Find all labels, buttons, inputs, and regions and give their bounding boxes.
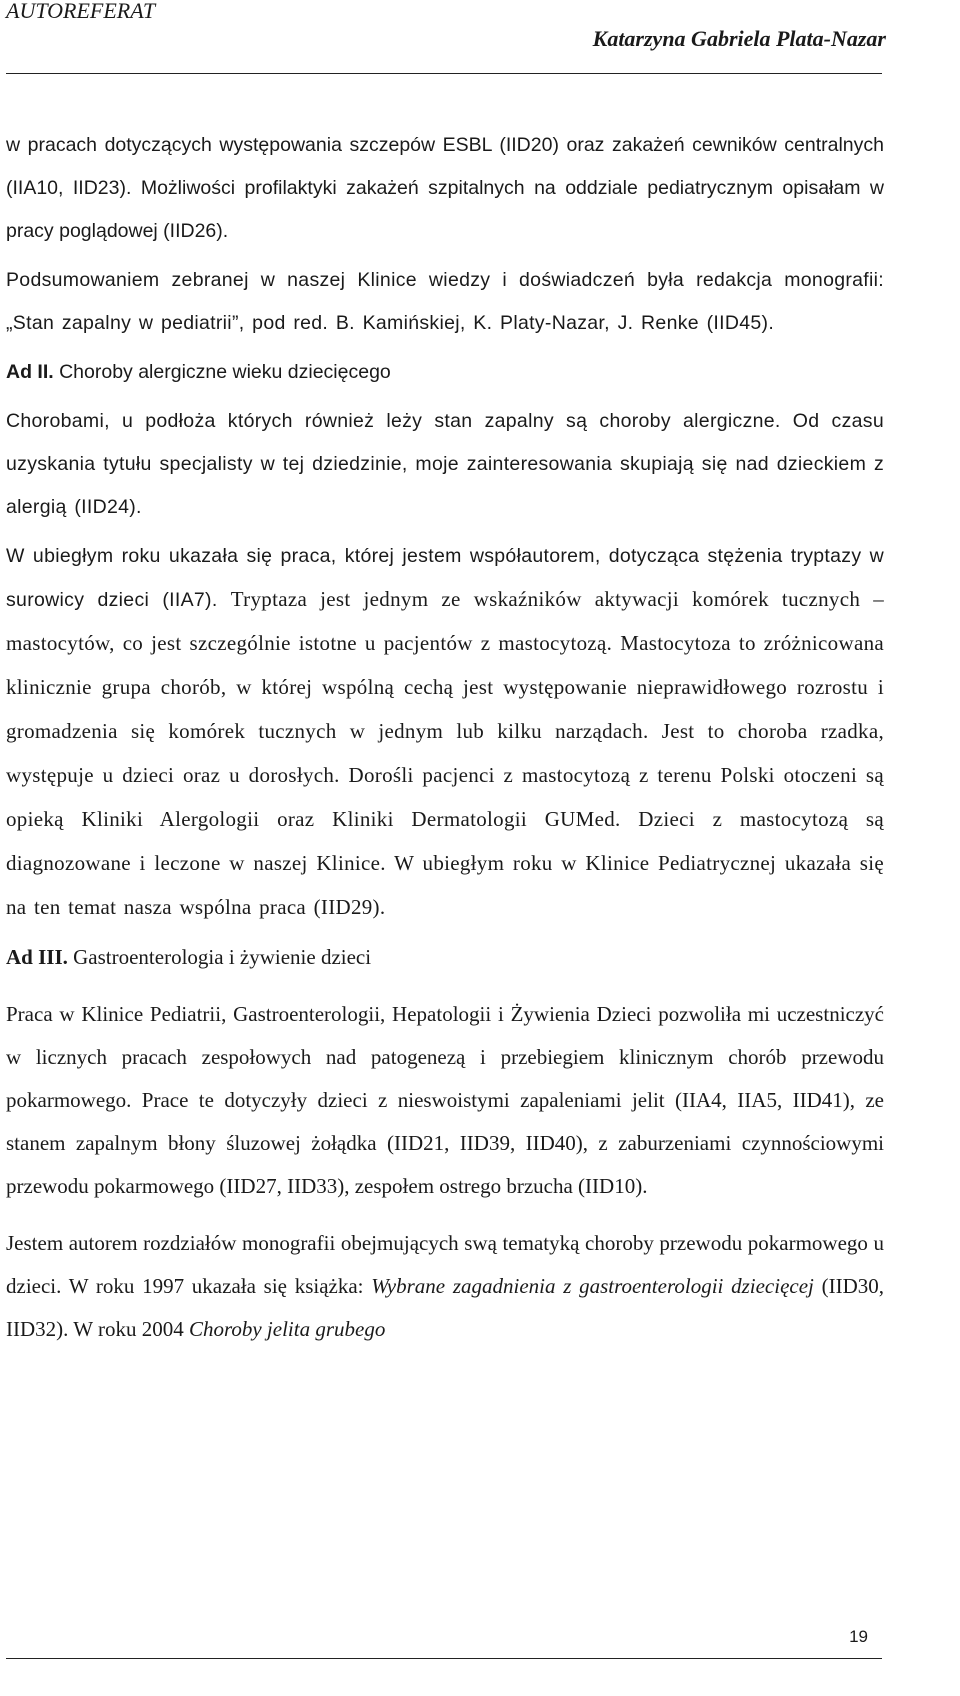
heading-ad-iii-text: Gastroenterologia i żywienie dzieci <box>67 945 372 969</box>
heading-ad-ii-label: Ad II. <box>6 361 54 383</box>
book-title-2: Choroby jelita grubego <box>188 1317 386 1341</box>
paragraph-tryptase <box>6 535 884 930</box>
heading-ad-ii-text: Choroby alergiczne wieku dziecięcego <box>53 361 391 383</box>
paragraph-monograph-chapters <box>6 1222 884 1351</box>
heading-ad-iii-label: Ad III. <box>6 945 68 969</box>
paragraph-tryptase-sans: W ubiegłym roku ukazała się praca, której jestem współautorem, dotycząca stężenia tryptazy w surowicy dzieci (IIA7). <box>6 545 884 611</box>
header-divider <box>6 73 882 74</box>
header-left-title: AUTOREFERAT <box>6 0 156 23</box>
chapters-text-2: (IID30, IID32). W roku 2004 <box>6 1274 884 1341</box>
paragraph-tryptase-serif: Tryptaza jest jednym ze wskaźników aktywacji komórek tucznych – mastocytów, co jest szczególnie istotne u pacjentów z mastocytozą. Mastocytoza to zróżnicowana klinicznie grupa chorób, w której wspólną cechą jest występowanie nieprawidłowego rozrostu i gromadzenia się komórek tucznych w jednym lub kilku narządach. Jest to choroba rzadka, występuje u dzieci oraz u dorosłych. Dorośli pacjenci z mastocytozą z terenu Polski otoczeni są opieką Kliniki Alergologii oraz Kliniki Dermatologii GUMed. Dzieci z mastocytozą są diagnozowane i leczone w naszej Klinice. W ubiegłym roku w Klinice Pediatrycznej ukazała się na ten temat nasza wspólna praca (IID29). <box>6 587 884 919</box>
heading-ad-ii <box>6 351 884 394</box>
header-author: Katarzyna Gabriela Plata-Nazar <box>592 26 886 51</box>
chapters-text-1: Jestem autorem rozdziałów monografii obejmujących swą tematyką choroby przewodu pokarmowego u dzieci. W roku 1997 ukazała się książka: <box>6 1231 884 1298</box>
page-body <box>6 124 884 1351</box>
page-number: 19 <box>849 1627 868 1646</box>
paragraph-gastro: Praca w Klinice Pediatrii, Gastroenterologii, Hepatologii i Żywienia Dzieci pozwoliła mi uczestniczyć w licznych pracach zespołowych nad patogenezą i przebiegiem klinicznym chorób przewodu pokarmowego. Prace te dotyczyły dzieci z nieswoistymi zapaleniami jelit (IIA4, IIA5, IID41), ze stanem zapalnym błony śluzowej żołądka (IID21, IID39, IID40), z zaburzeniami czynnościowymi przewodu pokarmowego (IID27, IID33), zespołem ostrego brzucha (IID10). <box>6 1002 884 1198</box>
book-title-1: Wybrane zagadnienia z gastroenterologii dziecięcej <box>371 1274 814 1298</box>
footer-divider <box>6 1658 882 1659</box>
heading-ad-iii <box>6 936 884 979</box>
paragraph-esbl: w pracach dotyczących występowania szczepów ESBL (IID20) oraz zakażeń cewników centralnych (IIA10, IID23). Możliwości profilaktyki zakażeń szpitalnych na oddziale pediatrycznym opisałam w pracy poglądowej (IID26). <box>6 134 884 242</box>
paragraph-allergy: Chorobami, u podłoża których również leży stan zapalny są choroby alergiczne. Od czasu uzyskania tytułu specjalisty w tej dziedzinie, moje zainteresowania skupiają się nad dzieckiem z alergią (IID24). <box>6 410 884 518</box>
paragraph-monograph: Podsumowaniem zebranej w naszej Klinice wiedzy i doświadczeń była redakcja monografii: „Stan zapalny w pediatrii”, pod red. B. Kamińskiej, K. Platy-Nazar, J. Renke (IID45). <box>6 269 884 334</box>
